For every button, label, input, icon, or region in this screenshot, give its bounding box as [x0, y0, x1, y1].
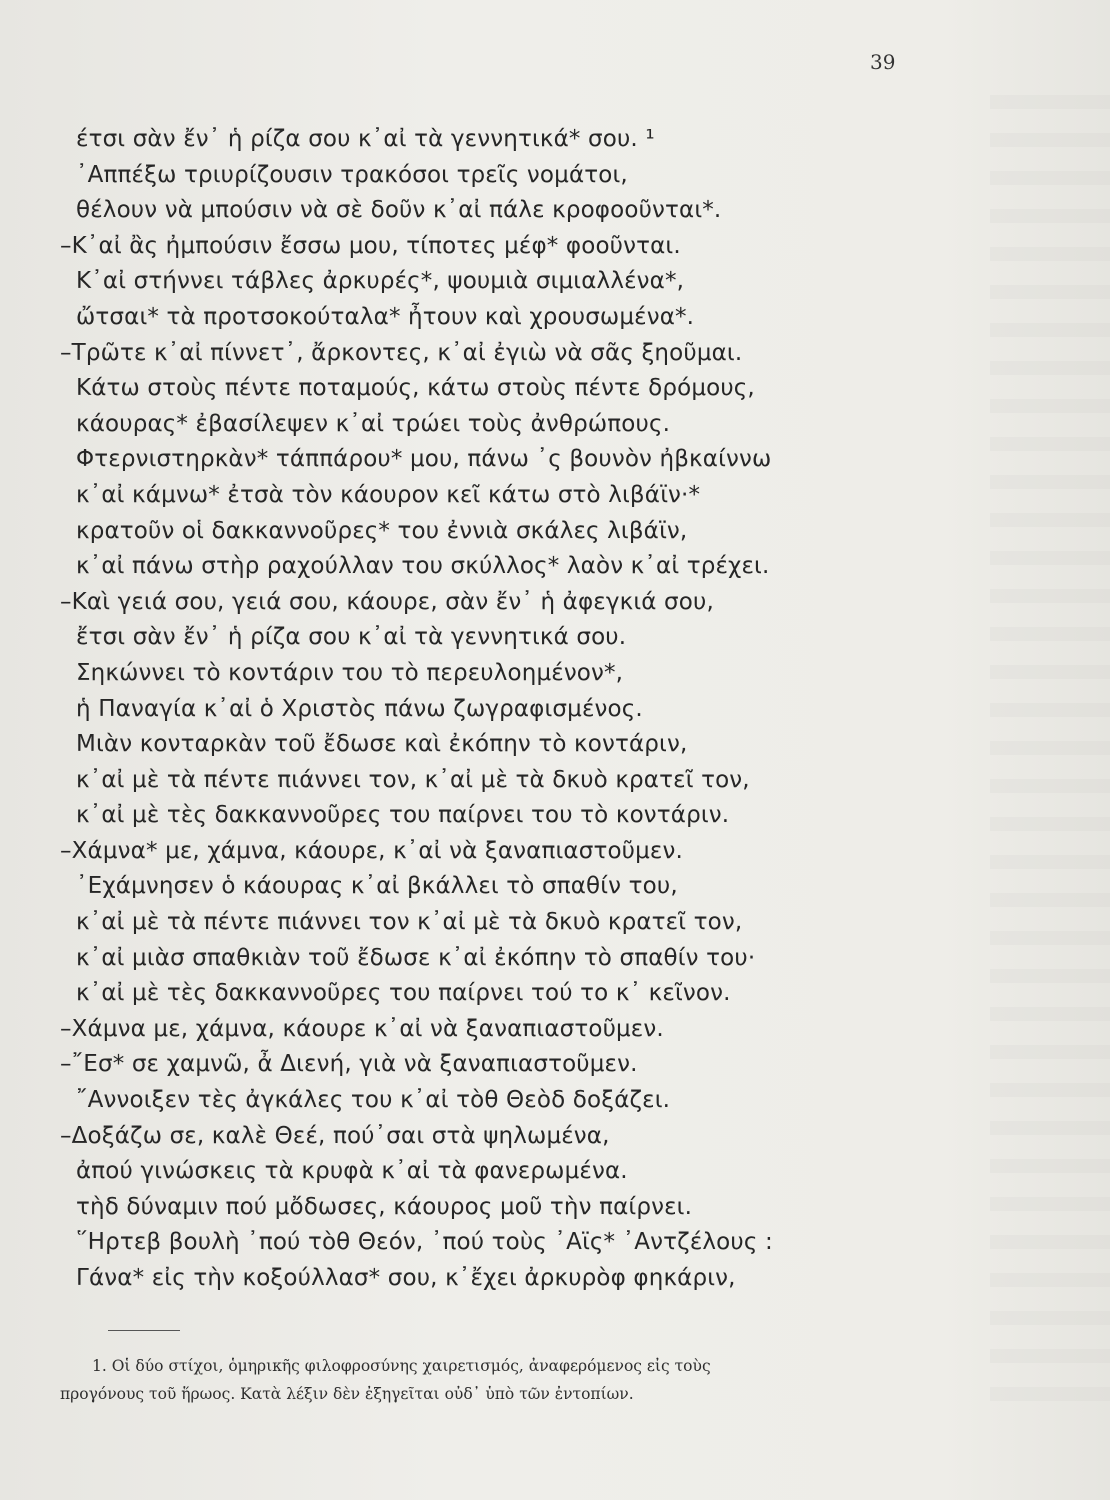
- verse-line: ἀπού γινώσκεις τὰ κρυφὰ κ᾽αἰ τὰ φανερωμένα.: [76, 1158, 628, 1185]
- verse-line: –Δοξάζω σε, καλὲ Θεέ, πού᾽σαι στὰ ψηλωμένα,: [60, 1122, 610, 1149]
- verse-line: –῎Εσ* σε χαμνῶ, ἆ Διενή, γιὰ νὰ ξαναπιαστοῦμεν.: [60, 1051, 638, 1078]
- verse-line: Σηκώννει τὸ κοντάριν του τὸ περευλοημένον*,: [76, 659, 624, 686]
- verse-line: ἡ Παναγία κ᾽αἰ ὁ Χριστὸς πάνω ζωγραφισμένος.: [76, 695, 643, 722]
- verse-line: –Χάμνα με, χάμνα, κάουρε κ᾽αἰ νὰ ξαναπιαστοῦμεν.: [60, 1015, 664, 1042]
- verse-line: κ᾽αἰ μὲ τὲς δακκαννοῦρες του παίρνει τού το κ᾽ κεῖνον.: [76, 980, 731, 1007]
- verse-line: Φτερνιστηρκὰν* τάππάρου* μου, πάνω ᾽ς βουνὸν ἠβκαίννω: [76, 446, 772, 473]
- verse-line: κ᾽αἰ μιὰσ σπαθκιὰν τοῦ ἔδωσε κ᾽αἰ ἐκόπην τὸ σπαθίν του·: [76, 944, 756, 971]
- verse-line: ᾽Εχάμνησεν ὁ κάουρας κ᾽αἰ βκάλλει τὸ σπαθίν του,: [76, 873, 678, 900]
- verse-line: κ᾽αἰ μὲ τὰ πέντε πιάννει τον κ᾽αἰ μὲ τὰ δκυὸ κρατεῖ τον,: [76, 909, 743, 936]
- verse-line: ῎Αννοιξεν τὲς ἀγκάλες του κ᾽αἰ τὸθ Θεὸδ δοξάζει.: [76, 1087, 671, 1114]
- verse-line: ἔτσι σὰν ἔν᾽ ἡ ρίζα σου κ᾽αἰ τὰ γεννητικά σου.: [76, 624, 627, 651]
- poem-body: [60, 122, 876, 1297]
- verse-line: Γάνα* εἰς τὴν κοξούλλασ* σου, κ᾽ἔχει ἀρκυρὸφ φηκάριν,: [76, 1265, 736, 1291]
- verse-line: ὤτσαι* τὰ προτσοκούταλα* ἦτουν καὶ χρουσωμένα*.: [76, 303, 695, 330]
- verse-line: Κ᾽αἰ στήννει τάβλες ἀρκυρές*, ψουμιὰ σιμιαλλένα*,: [76, 268, 685, 295]
- verse-line: Κάτω στοὺς πέντε ποταμούς, κάτω στοὺς πέντε δρόμους,: [76, 375, 755, 402]
- verse-line: κ᾽αἰ κάμνω* ἐτσὰ τὸν κάουρον κεῖ κάτω στὸ λιβάϊν·*: [76, 481, 701, 508]
- verse-line: κ᾽αἰ μὲ τὰ πέντε πιάννει τον, κ᾽αἰ μὲ τὰ δκυὸ κρατεῖ τον,: [76, 766, 750, 793]
- verse-line: κάουρας* ἐβασίλεψεν κ᾽αἰ τρώει τοὺς ἀνθρώπους.: [76, 410, 671, 437]
- footnote: [60, 1352, 920, 1408]
- verse-line: –Τρῶτε κ᾽αἰ πίννετ᾽, ἄρκοντες, κ᾽αἰ ἐγιὼ νὰ σᾶς ξηοῦμαι.: [60, 339, 743, 366]
- verse-line: –Κ᾽αἰ ἂς ἠμπούσιν ἔσσω μου, τίποτες μέφ* φοοῦνται.: [60, 232, 681, 259]
- footnote-line: προγόνους τοῦ ἥρωος. Κατὰ λέξιν δὲν ἐξηγεῖται οὐδ᾽ ὑπὸ τῶν ἐντοπίων.: [60, 1385, 634, 1403]
- verse-line: τὴδ δύναμιν πού μὄδωσες, κάουρος μοῦ τὴν παίρνει.: [76, 1193, 693, 1220]
- verse-line: κ᾽αἰ μὲ τὲς δακκαννοῦρες του παίρνει του τὸ κοντάριν.: [76, 802, 730, 829]
- verse-line: ῞Ηρτεβ βουλὴ ᾽πού τὸθ Θεόν, ᾽πού τοὺς ᾽Αϊς* ᾽Αντζέλους :: [76, 1229, 773, 1256]
- verse-line: έτσι σὰν ἔν᾽ ἡ ρίζα σου κ᾽αἰ τὰ γεννητικά* σου. ¹: [76, 126, 655, 152]
- footnote-rule: [108, 1330, 180, 1331]
- verse-line: κ᾽αἰ πάνω στὴρ ραχούλλαν του σκύλλος* λαὸν κ᾽αἰ τρέχει.: [76, 553, 770, 580]
- verse-line: κρατοῦν οἱ δακκαννοῦρες* του ἐννιὰ σκάλες λιβάϊν,: [76, 517, 688, 544]
- verse-line: –Χάμνα* με, χάμνα, κάουρε, κ᾽αἰ νὰ ξαναπιαστοῦμεν.: [60, 837, 683, 864]
- footnote-line: 1. Οἱ δύο στίχοι, ὁμηρικῆς φιλοφροσύνης χαιρετισμός, ἀναφερόμενος εἰς τοὺς: [92, 1357, 711, 1375]
- bleed-through-shadow: [990, 95, 1110, 1415]
- verse-line: ᾽Αππέξω τριυρίζουσιν τρακόσοι τρεῖς νομάτοι,: [76, 161, 628, 188]
- verse-line: Μιὰν κονταρκὰν τοῦ ἔδωσε καὶ ἐκόπην τὸ κοντάριν,: [76, 731, 688, 758]
- verse-line: –Καὶ γειά σου, γειά σου, κάουρε, σὰν ἔν᾽ ἡ ἀφεγκιά σου,: [60, 588, 714, 615]
- page-number: 39: [870, 50, 896, 74]
- verse-line: θέλουν νὰ μπούσιν νὰ σὲ δοῦν κ᾽αἰ πάλε κροφοοῦνται*.: [76, 197, 722, 224]
